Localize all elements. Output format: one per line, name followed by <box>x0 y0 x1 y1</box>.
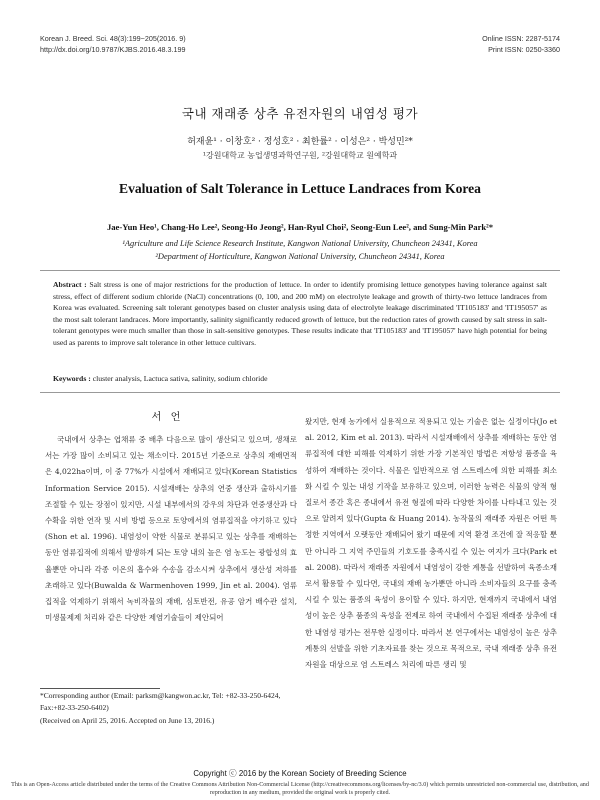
abstract-label: Abstract : <box>53 280 87 289</box>
doi-link[interactable]: http://dx.doi.org/10.9787/KJBS.2016.48.3.199 <box>40 44 186 54</box>
korean-affiliations: ¹강원대학교 농업생명과학연구원, ²강원대학교 원예학과 <box>202 151 398 160</box>
body-column-left: 국내에서 상추는 엽채류 중 배추 다음으로 많이 생산되고 있으며, 생채로서는 가장 많이 소비되고 있는 채소이다. 2015년 기준으로 상추의 재배면적은 4,022ha이며, 이 중 77%가 시설에서 재배되고 있다(Korean Statistics Information Service 2015). 시설재배는 상추의 연중 생산과 출하시기를 조절할 수 있는 장점이 있지만, 시설 내부에서의 강우의 차단과 연중생산과 다수확을 위한 연작 및 시비 방법 등으로 토양에서의 염류집적을 야기하고 있다(Shon et al. 1996). 내염성이 약한 식물로 분류되고 있는 상추를 재배하는 동안 염류집적에 의해서 발생하게 되는 토양 내의 높은 염 농도는 광합성의 효율뿐만 아니라 각종 이온의 흡수와 수송을 감소시켜 상추에서 생산성 저하를 초래하고 있다(Buwalda & Warmenhoven 1999, Jin et al. 2004). 염류집적을 억제하기 위해서 녹비작물의 재배, 심토반전, 유공 암거 배수관 설치, 미생물제제 처리와 같은 다양한 제염기술들이 제안되어 <box>45 435 297 623</box>
english-title: Evaluation of Salt Tolerance in Lettuce Landraces from Korea <box>119 181 481 196</box>
footnote <box>40 690 292 727</box>
english-authors: Jae-Yun Heo¹, Chang-Ho Lee², Seong-Ho Jeong², Han-Ryul Choi², Seong-Eun Lee², and Sung-Min Park²* <box>106 222 494 232</box>
corresponding-author: *Corresponding author (Email: parksm@kangwon.ac.kr, Tel: +82-33-250-6424, Fax:+82-33-250-6402) <box>40 691 281 713</box>
section-heading-introduction: 서 언 <box>151 412 184 423</box>
online-issn: Online ISSN: 2287-5174 <box>482 34 560 43</box>
body-column-right: 왔지만, 현재 농가에서 실용적으로 적용되고 있는 기술은 없는 실정이다(Jo et al. 2012, Kim et al. 2013). 따라서 시설재배에서 상추를 재배하는 동안 염류집적에 대한 피해를 억제하기 위한 가장 기본적인 방법은 저항성 품종을 육성하여 재배하는 것이다. 식물은 일반적으로 염 스트레스에 의한 피해를 최소화 시킬 수 있는 내성 기작을 보유하고 있으며, 이러한 능력은 식물의 양적 형질로서 종간 혹은 종내에서 유전 형질에 따라 다양한 차이를 나타내고 있는 것으로 알려져 있다(Gupta & Huang 2014). 농작물의 재래종 자원은 어떤 특정한 지역에서 오랫동안 재배되어 왔기 때문에 지역 환경 조건에 잘 적응할 뿐만 아니라 그 지역 주민들의 기호도를 충족시킬 수 있는 여지가 크다(Park et al. 2008). 따라서 재래종 자원에서 내염성이 강한 계통을 선발하여 육종소재로서 활용할 수 있다면, 국내의 재배 농가뿐만 아니라 소비자들의 요구를 충족시킬 수 있는 품종의 육성이 용이할 수 있다. 하지만, 현재까지 국내에서 내염성이 높은 상추 품종의 육성을 전제로 하여 국내에서 수집된 재래종 상추에 대한 내염성 평가는 전무한 실정이다. 따라서 본 연구에서는 내염성이 높은 상추 계통의 선발을 위한 기초자료를 찾는 것으로 목적으로, 국내 재래종 상추 유전자원을 대상으로 염 스트레스 처리에 따른 생리 및 <box>305 417 557 670</box>
keywords-text: cluster analysis, Lactuca sativa, salinity, sodium chloride <box>92 374 268 383</box>
abstract-top-rule <box>40 270 560 271</box>
received-date: (Received on April 25, 2016. Accepted on June 13, 2016.) <box>40 715 215 725</box>
korean-title: 국내 재래종 상추 유전자원의 내염성 평가 <box>181 106 419 121</box>
footnote-rule <box>40 688 160 689</box>
korean-authors: 허재윤¹ · 이창호² · 정성호² · 최한률² · 이성은² · 박성민²* <box>187 137 413 147</box>
journal-header-left <box>40 34 186 55</box>
english-affiliation-2: ²Department of Horticulture, Kangwon National University, Chuncheon 24341, Korea <box>155 252 445 261</box>
print-issn: Print ISSN: 0250-3360 <box>488 44 560 54</box>
license-notice: This is an Open-Access article distributed under the terms of the Creative Commons Attribution Non-Commercial License (http://creativecommons.org/licenses/by-nc/3.0) which permits unrestricted non-commercial use, distribution, and reproduction in any medium, provided the original work is properly cited. <box>11 782 589 796</box>
abstract-text: Salt stress is one of major restrictions for the production of lettuce. In order to identify promising lettuce genotypes having tolerance against salt stress, effect of different sodium chloride (NaCl) concentrations (0, 100, and 200 mM) on electrolyte leakage and growth of thirty-two lettuce landraces from Korea was evaluated. Screening salt tolerant genotypes based on cluster analysis using data of electrolyte leakage discriminated 'IT105183' and 'IT195057' as the most salt tolerant landraces. More importantly, salinity significantly reduced growth of lettuce, but the reduction rates of growth caused by salt stress in salt-tolerant genotypes were much smaller than those in salt-sensitive genotypes. These results indicate that 'IT105183' and 'IT195057' have high potential for being used as parents to improve salt tolerance in other lettuce cultivars. <box>53 280 548 347</box>
abstract <box>53 279 547 349</box>
keywords <box>53 374 547 383</box>
keywords-label: Keywords : <box>53 374 91 383</box>
abstract-bottom-rule <box>40 392 560 393</box>
journal-citation: Korean J. Breed. Sci. 48(3):199~205(2016. 9) <box>40 34 186 43</box>
copyright-notice: Copyright ⓒ 2016 by the Korean Society of Breeding Science <box>193 769 407 778</box>
english-affiliation-1: ¹Agriculture and Life Science Research Institute, Kangwon National University, Chuncheon 24341, Korea <box>122 239 478 248</box>
journal-header-right <box>482 34 560 55</box>
